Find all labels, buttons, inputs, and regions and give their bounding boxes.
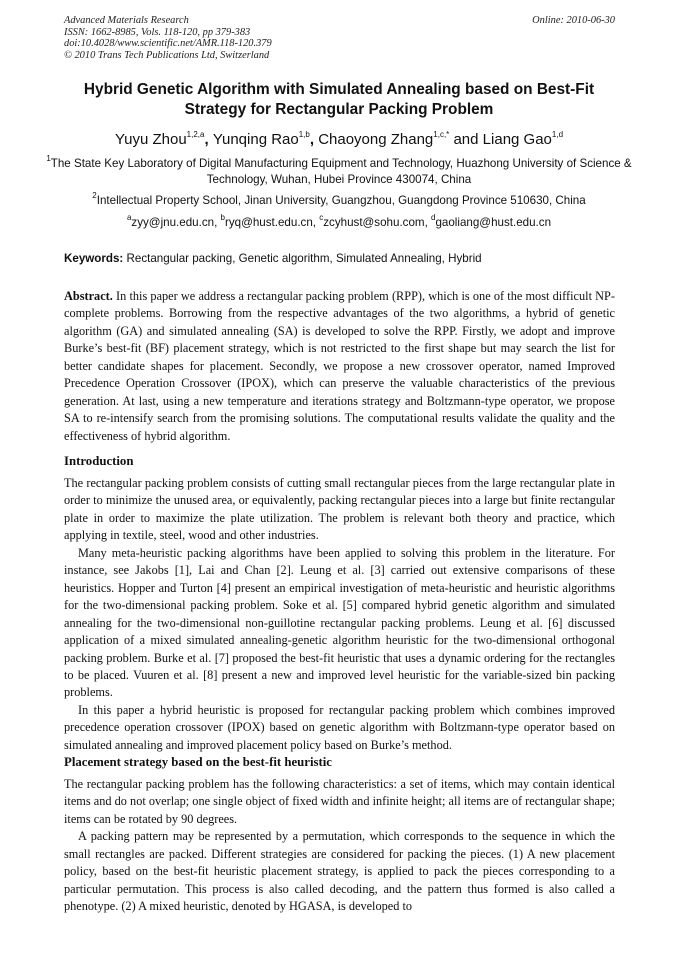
intro-paragraph-3: In this paper a hybrid heuristic is proposed for rectangular packing problem which combines improved precedence operation crossover (IPOX) based on genetic algorithm with Boltzmann-type operator based on simulated annealing and improved placement policy based on Burke’s method. — [64, 702, 615, 752]
placement-paragraph-1: The rectangular packing problem has the following characteristics: a set of items, which may contain identical items and do not overlap; one single object of fixed width and infinite height; all items are of rectangular shape; items can be rotated by 90 degrees. — [64, 777, 615, 826]
copyright-line: © 2010 Trans Tech Publications Ltd, Switzerland — [64, 49, 270, 61]
placement-paragraph-2: A packing pattern may be represented by a permutation, which corresponds to the sequence in which the small rectangles are packed. Different strategies are considered for packing the pieces. (1) A new placement policy, based on the best-fit heuristic placement strategy, is applied to pack the pieces corresponding to a particular permutation. This process is also called decoding, and the pattern thus formed is also called a phenotype. (2) A mixed heuristic, denoted by HGASA, is developed to — [64, 829, 615, 914]
introduction-heading: Introduction — [64, 454, 134, 468]
paper-title — [40, 80, 638, 120]
abstract-text: In this paper we address a rectangular packing problem (RPP), which is one of the most difficult NP-complete problems. Borrowing from the respective advantages of the two algorithms, a hybrid of genetic algorithm (GA) and simulated annealing (SA) is developed to solve the RPP. Firstly, we adopt and improve Burke’s best-fit (BF) placement strategy, which is not restricted to the first shape but may search the list for better candidate shapes for placement. Secondly, we propose a new crossover operator, named Improved Precedence Operation Crossover (IPOX), which can preserve the valuable characteristics of the previous generation. At last, using a new temperature and iterations strategy and Boltzmann-type operator, we propose SA to re-intensify search from the promising solutions. The computational results validate the quality and the effectiveness of hybrid algorithm. — [64, 289, 615, 443]
author-3: Chaoyong Zhang$^{1,c,*}$ and — [318, 130, 483, 148]
affiliation-1: $^1$The State Key Laboratory of Digital Manufacturing Equipment and Technology, Huazhong University of Science & Technology, Wuhan, Hubei Province 430074, China — [46, 154, 632, 186]
doi-line: doi:10.4028/www.scientific.net/AMR.118-120.379 — [64, 38, 272, 50]
keywords — [64, 251, 616, 267]
journal-name: Advanced Materials Research — [64, 15, 189, 26]
author-2: Yunqing Rao$^{1,b}$, — [212, 130, 319, 148]
abstract-label: Abstract. — [64, 289, 113, 303]
author-4: Liang Gao$^{1,d}$ — [482, 130, 564, 148]
placement-body — [64, 776, 615, 916]
title-line-1: Hybrid Genetic Algorithm with Simulated Annealing based on Best-Fit — [83, 81, 595, 98]
affiliation-2: $^2$Intellectual Property School, Jinan University, Guangzhou, Guangdong Province 510630, China — [92, 191, 586, 207]
issn-line: ISSN: 1662-8985, Vols. 118-120, pp 379-383 — [64, 26, 251, 38]
keywords-label: Keywords: — [64, 252, 124, 265]
keywords-text: Rectangular packing, Genetic algorithm, Simulated Annealing, Hybrid — [123, 252, 482, 265]
author-1: Yuyu Zhou$^{1,2,a}$, — [114, 130, 213, 148]
intro-paragraph-1: The rectangular packing problem consists of cutting small rectangular pieces from the large rectangular plate in order to minimize the unused area, or equivalently, packing rectangular pieces into a large but finite rectangular plate in order to maximize the plate utilization. The problem is relevant both theory and practice, which applying in textile, steel, wood and other industries. — [64, 476, 615, 543]
introduction-body — [64, 475, 615, 754]
title-line-2: Strategy for Rectangular Packing Problem — [184, 101, 494, 118]
intro-paragraph-2: Many meta-heuristic packing algorithms have been applied to solving this problem in the literature. For instance, see Jakobs [1], Lai and Chan [2]. Leung et al. [3] carried out extensive comparisons of these heuristics. Hopper and Turton [4] present an empirical investigation of meta-heuristic and heuristic algorithms for the two-dimensional packing problem. Soke et al. [5] compared hybrid genetic algorithm and simulated annealing for the two-dimensional non-guillotine rectangular packing problems. Leung et al. [6] discussed application of a mixed simulated annealing-genetic algorithm heuristic for the two-dimensional orthogonal packing problem. Burke et al. [7] proposed the best-fit heuristic that uses a dynamic ordering for the rectangles to be placed. Vuuren et al. [8] present a new and improved level heuristic for the variable-sized bin packing problems. — [64, 545, 615, 700]
online-date: Online: 2010-06-30 — [532, 15, 615, 26]
abstract — [64, 288, 615, 445]
journal-header — [64, 15, 272, 61]
placement-heading: Placement strategy based on the best-fit heuristic — [64, 755, 332, 769]
author-emails: $^a$zyy@jnu.edu.cn, $^b$ryq@hust.edu.cn, $^c$zcyhust@sohu.com, $^d$gaoliang@hust.edu.cn — [126, 213, 552, 229]
author-list — [20, 130, 658, 150]
